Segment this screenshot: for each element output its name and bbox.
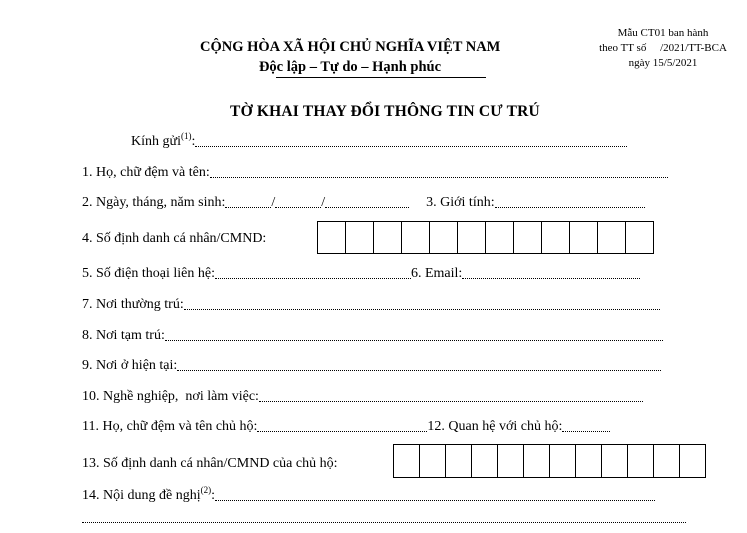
national-header [200, 37, 500, 77]
row-noi-dung-line2 [82, 506, 686, 526]
digit-box[interactable] [346, 221, 374, 254]
digit-box[interactable] [498, 444, 524, 478]
noi-dung-colon: : [211, 488, 215, 503]
row-dien-thoai [82, 262, 640, 282]
quan-he-field[interactable] [562, 417, 610, 432]
nghe-nghiep-label: 10. Nghề nghiệp, nơi làm việc: [82, 389, 259, 404]
digit-box[interactable] [394, 444, 420, 478]
digit-box[interactable] [514, 221, 542, 254]
digit-box[interactable] [654, 444, 680, 478]
form-code-line2: theo TT số /2021/TT-BCA [599, 42, 727, 54]
so-dinh-danh-boxes [317, 221, 654, 254]
so-dinh-danh-label: 4. Số định danh cá nhân/CMND: [82, 231, 267, 246]
chu-ho-field[interactable] [257, 417, 427, 432]
thang-field[interactable] [275, 193, 321, 208]
digit-box[interactable] [680, 444, 706, 478]
digit-box[interactable] [628, 444, 654, 478]
digit-box[interactable] [602, 444, 628, 478]
so-dinh-danh-chu-ho-label: 13. Số định danh cá nhân/CMND của chủ hộ: [82, 456, 338, 471]
digit-box[interactable] [550, 444, 576, 478]
kinh-gui-note: (1) [180, 131, 192, 141]
noi-dung-note: (2) [200, 485, 212, 495]
noi-dung-field-line2[interactable] [82, 508, 686, 523]
quan-he-label: 12. Quan hệ với chủ hộ: [427, 419, 563, 434]
kinh-gui-colon: : [191, 134, 196, 149]
hien-tai-label: 9. Nơi ở hiện tại: [82, 358, 178, 373]
email-field[interactable] [462, 264, 640, 279]
row-thuong-tru [82, 293, 660, 313]
date-slash-2: / [321, 195, 326, 210]
row-kinh-gui [131, 130, 627, 150]
noi-dung-field[interactable] [215, 486, 655, 501]
tam-tru-label: 8. Nơi tạm trú: [82, 328, 165, 343]
ho-ten-label: 1. Họ, chữ đệm và tên: [82, 165, 210, 180]
dien-thoai-field[interactable] [215, 264, 411, 279]
digit-box[interactable] [458, 221, 486, 254]
gioi-tinh-label: 3. Giới tính: [426, 195, 495, 210]
dien-thoai-label: 5. Số điện thoại liên hệ: [82, 266, 215, 281]
digit-box[interactable] [430, 221, 458, 254]
form-code [578, 26, 747, 71]
nation-name: CỘNG HÒA XÃ HỘI CHỦ NGHĨA VIỆT NAM [200, 39, 501, 55]
digit-box[interactable] [446, 444, 472, 478]
digit-box[interactable] [542, 221, 570, 254]
motto: Độc lập – Tự do – Hạnh phúc [258, 59, 442, 75]
digit-box[interactable] [626, 221, 654, 254]
digit-box[interactable] [472, 444, 498, 478]
digit-box[interactable] [374, 221, 402, 254]
digit-box[interactable] [570, 221, 598, 254]
hien-tai-field[interactable] [177, 356, 661, 371]
digit-box[interactable] [402, 221, 430, 254]
digit-box[interactable] [576, 444, 602, 478]
digit-box[interactable] [486, 221, 514, 254]
digit-box[interactable] [318, 221, 346, 254]
digit-box[interactable] [420, 444, 446, 478]
chu-ho-label: 11. Họ, chữ đệm và tên chủ hộ: [82, 419, 258, 434]
row-hien-tai [82, 354, 661, 374]
row-tam-tru [82, 324, 663, 344]
so-dinh-danh-chu-ho-boxes [393, 444, 706, 478]
kinh-gui-label: Kính gửi [131, 134, 181, 149]
row-noi-dung [82, 484, 655, 504]
email-label: 6. Email: [410, 266, 463, 281]
ho-ten-field[interactable] [210, 163, 668, 178]
digit-box[interactable] [598, 221, 626, 254]
date-slash-1: / [271, 195, 276, 210]
row-so-dinh-danh [82, 227, 266, 247]
tam-tru-field[interactable] [165, 326, 663, 341]
motto-underline [276, 77, 486, 78]
ngay-field[interactable] [225, 193, 271, 208]
kinh-gui-field[interactable] [195, 132, 627, 147]
form-title: TỜ KHAI THAY ĐỔI THÔNG TIN CƯ TRÚ [230, 103, 540, 120]
row-chu-ho [82, 415, 610, 435]
nghe-nghiep-field[interactable] [259, 387, 643, 402]
ngay-sinh-label: 2. Ngày, tháng, năm sinh: [82, 195, 226, 210]
nam-field[interactable] [325, 193, 409, 208]
row-so-dinh-danh-chu-ho [82, 452, 337, 472]
gioi-tinh-field[interactable] [495, 193, 645, 208]
row-nghe-nghiep [82, 385, 643, 405]
noi-dung-label: 14. Nội dung đề nghị [82, 488, 201, 503]
thuong-tru-field[interactable] [184, 295, 660, 310]
form-code-line3: ngày 15/5/2021 [628, 57, 698, 69]
thuong-tru-label: 7. Nơi thường trú: [82, 297, 184, 312]
row-ho-ten [82, 161, 668, 181]
digit-box[interactable] [524, 444, 550, 478]
row-ngay-sinh [82, 191, 645, 211]
form-code-line1: Mẫu CT01 ban hành [617, 27, 709, 39]
